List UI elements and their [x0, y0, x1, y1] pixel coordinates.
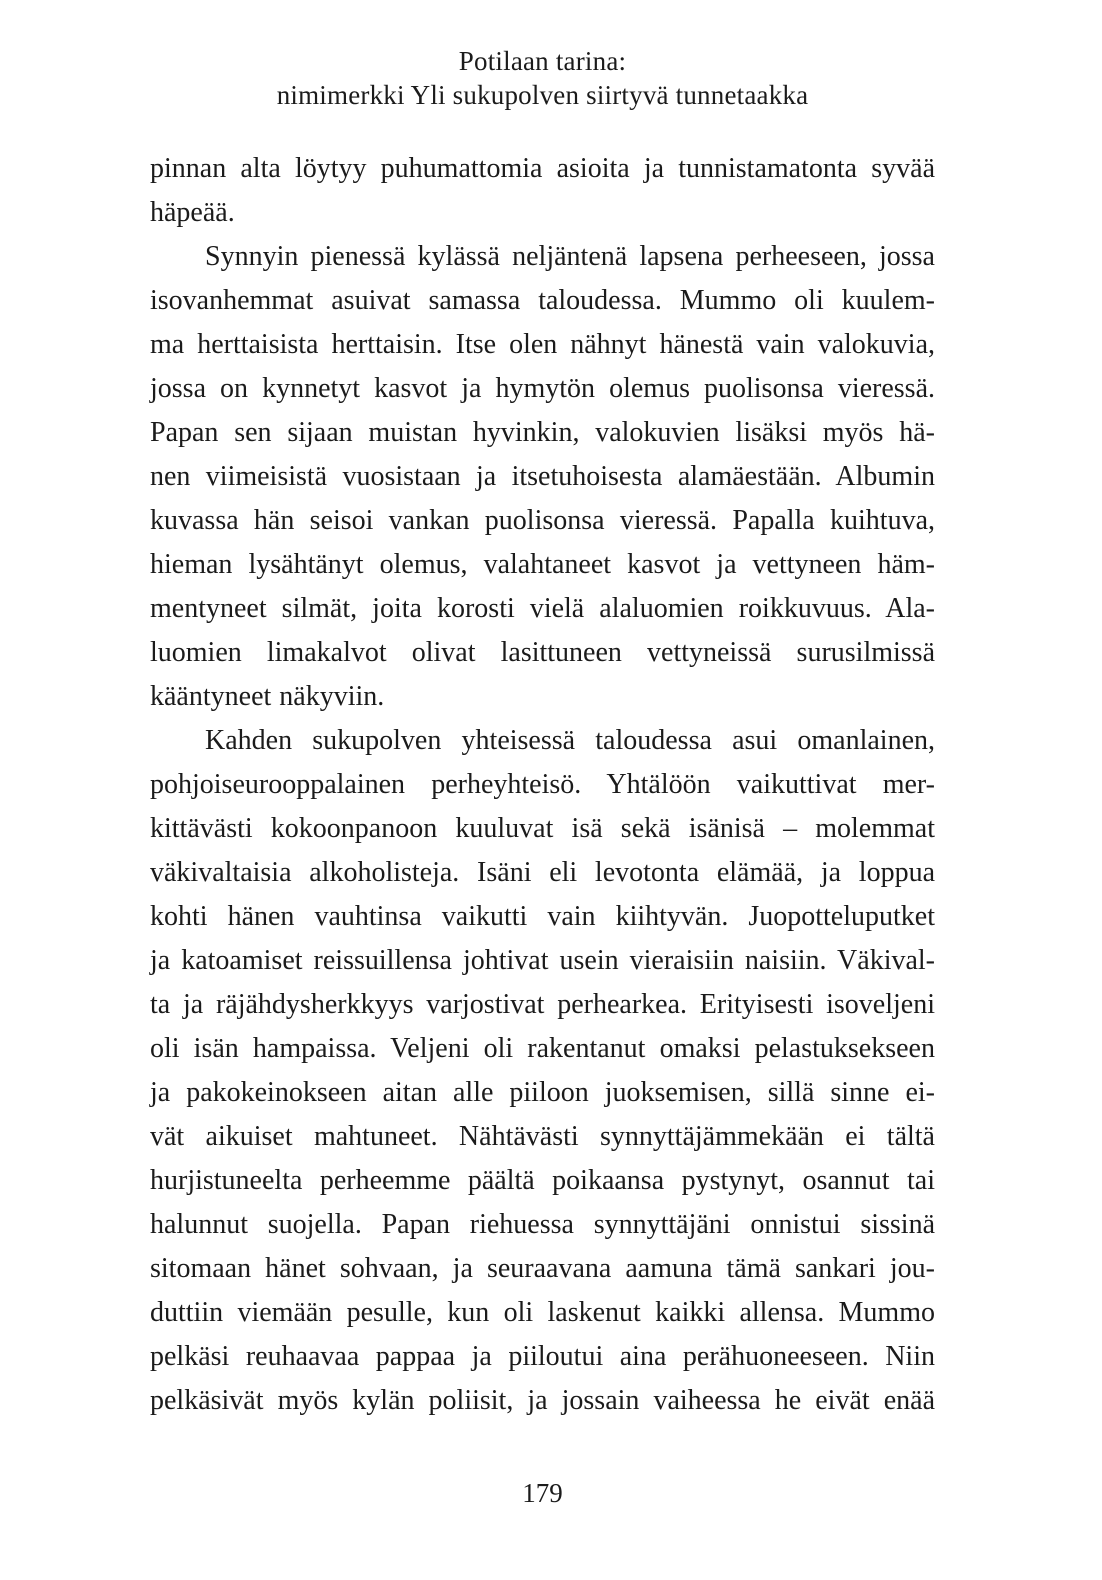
text-line: pelkäsi reuhaavaa pappaa ja piiloutui aina perähuoneeseen. Niin	[150, 1341, 935, 1372]
text-line: mentyneet silmät, joita korosti vielä alaluomien roikkuvuus. Ala-	[150, 593, 935, 624]
text-line: ta ja räjähdysherkkyys varjostivat perhearkea. Erityisesti isoveljeni	[150, 989, 935, 1020]
text-line: nen viimeisistä vuosistaan ja itsetuhoisesta alamäestään. Albumin	[150, 461, 935, 492]
page-number: 179	[522, 1478, 563, 1508]
chapter-title-line1: Potilaan tarina:	[458, 46, 627, 76]
text-line: ma herttaisista herttaisin. Itse olen nähnyt hänestä vain valokuvia,	[150, 329, 935, 360]
text-line: oli isän hampaissa. Veljeni oli rakentanut omaksi pelastuksekseen	[150, 1033, 935, 1064]
text-line: halunnut suojella. Papan riehuessa synnyttäjäni onnistui sissinä	[150, 1209, 935, 1240]
text-line: kuvassa hän seisoi vankan puolisonsa vieressä. Papalla kuihtuva,	[150, 505, 935, 536]
text-line: Kahden sukupolven yhteisessä taloudessa asui omanlainen,	[205, 725, 935, 756]
text-line: kohti hänen vauhtinsa vaikutti vain kiihtyvän. Juopotteluputket	[150, 901, 935, 932]
text-line: isovanhemmat asuivat samassa taloudessa. Mummo oli kuulem-	[150, 285, 935, 316]
chapter-header	[150, 0, 935, 112]
text-line: pinnan alta löytyy puhumattomia asioita ja tunnistamatonta syvää	[150, 153, 935, 184]
text-line: duttiin viemään pesulle, kun oli laskenut kaikki allensa. Mummo	[150, 1297, 935, 1328]
text-line: sitomaan hänet sohvaan, ja seuraavana aamuna tämä sankari jou-	[150, 1253, 935, 1284]
text-line: jossa on kynnetyt kasvot ja hymytön olemus puolisonsa vieressä.	[150, 373, 935, 404]
text-line: Papan sen sijaan muistan hyvinkin, valokuvien lisäksi myös hä-	[150, 417, 935, 448]
text-line: kittävästi kokoonpanoon kuuluvat isä sekä isänisä – molemmat	[150, 813, 935, 844]
text-line: hurjistuneelta perheemme päältä poikaansa pystynyt, osannut tai	[150, 1165, 935, 1196]
text-line: pohjoiseurooppalainen perheyhteisö. Yhtälöön vaikuttivat mer-	[150, 769, 935, 800]
chapter-title-line2: nimimerkki Yli sukupolven siirtyvä tunnetaakka	[276, 80, 809, 110]
text-line: kääntyneet näkyviin.	[150, 681, 385, 712]
text-line: vät aikuiset mahtuneet. Nähtävästi synnyttäjämmekään ei tältä	[150, 1121, 935, 1152]
text-line: Synnyin pienessä kylässä neljäntenä lapsena perheeseen, jossa	[205, 241, 935, 272]
text-line: ja katoamiset reissuillensa johtivat usein vieraisiin naisiin. Väkival-	[150, 945, 935, 976]
text-line: ja pakokeinokseen aitan alle piiloon juoksemisen, sillä sinne ei-	[150, 1077, 935, 1108]
text-line: hieman lysähtänyt olemus, valahtaneet kasvot ja vettyneen häm-	[150, 549, 935, 580]
text-line: väkivaltaisia alkoholisteja. Isäni eli levotonta elämää, ja loppua	[150, 857, 935, 888]
text-line: pelkäsivät myös kylän poliisit, ja jossain vaiheessa he eivät enää	[150, 1385, 935, 1416]
body-text	[150, 147, 935, 1423]
text-line: luomien limakalvot olivat lasittuneen vettyneissä surusilmissä	[150, 637, 935, 668]
text-line: häpeää.	[150, 197, 235, 228]
